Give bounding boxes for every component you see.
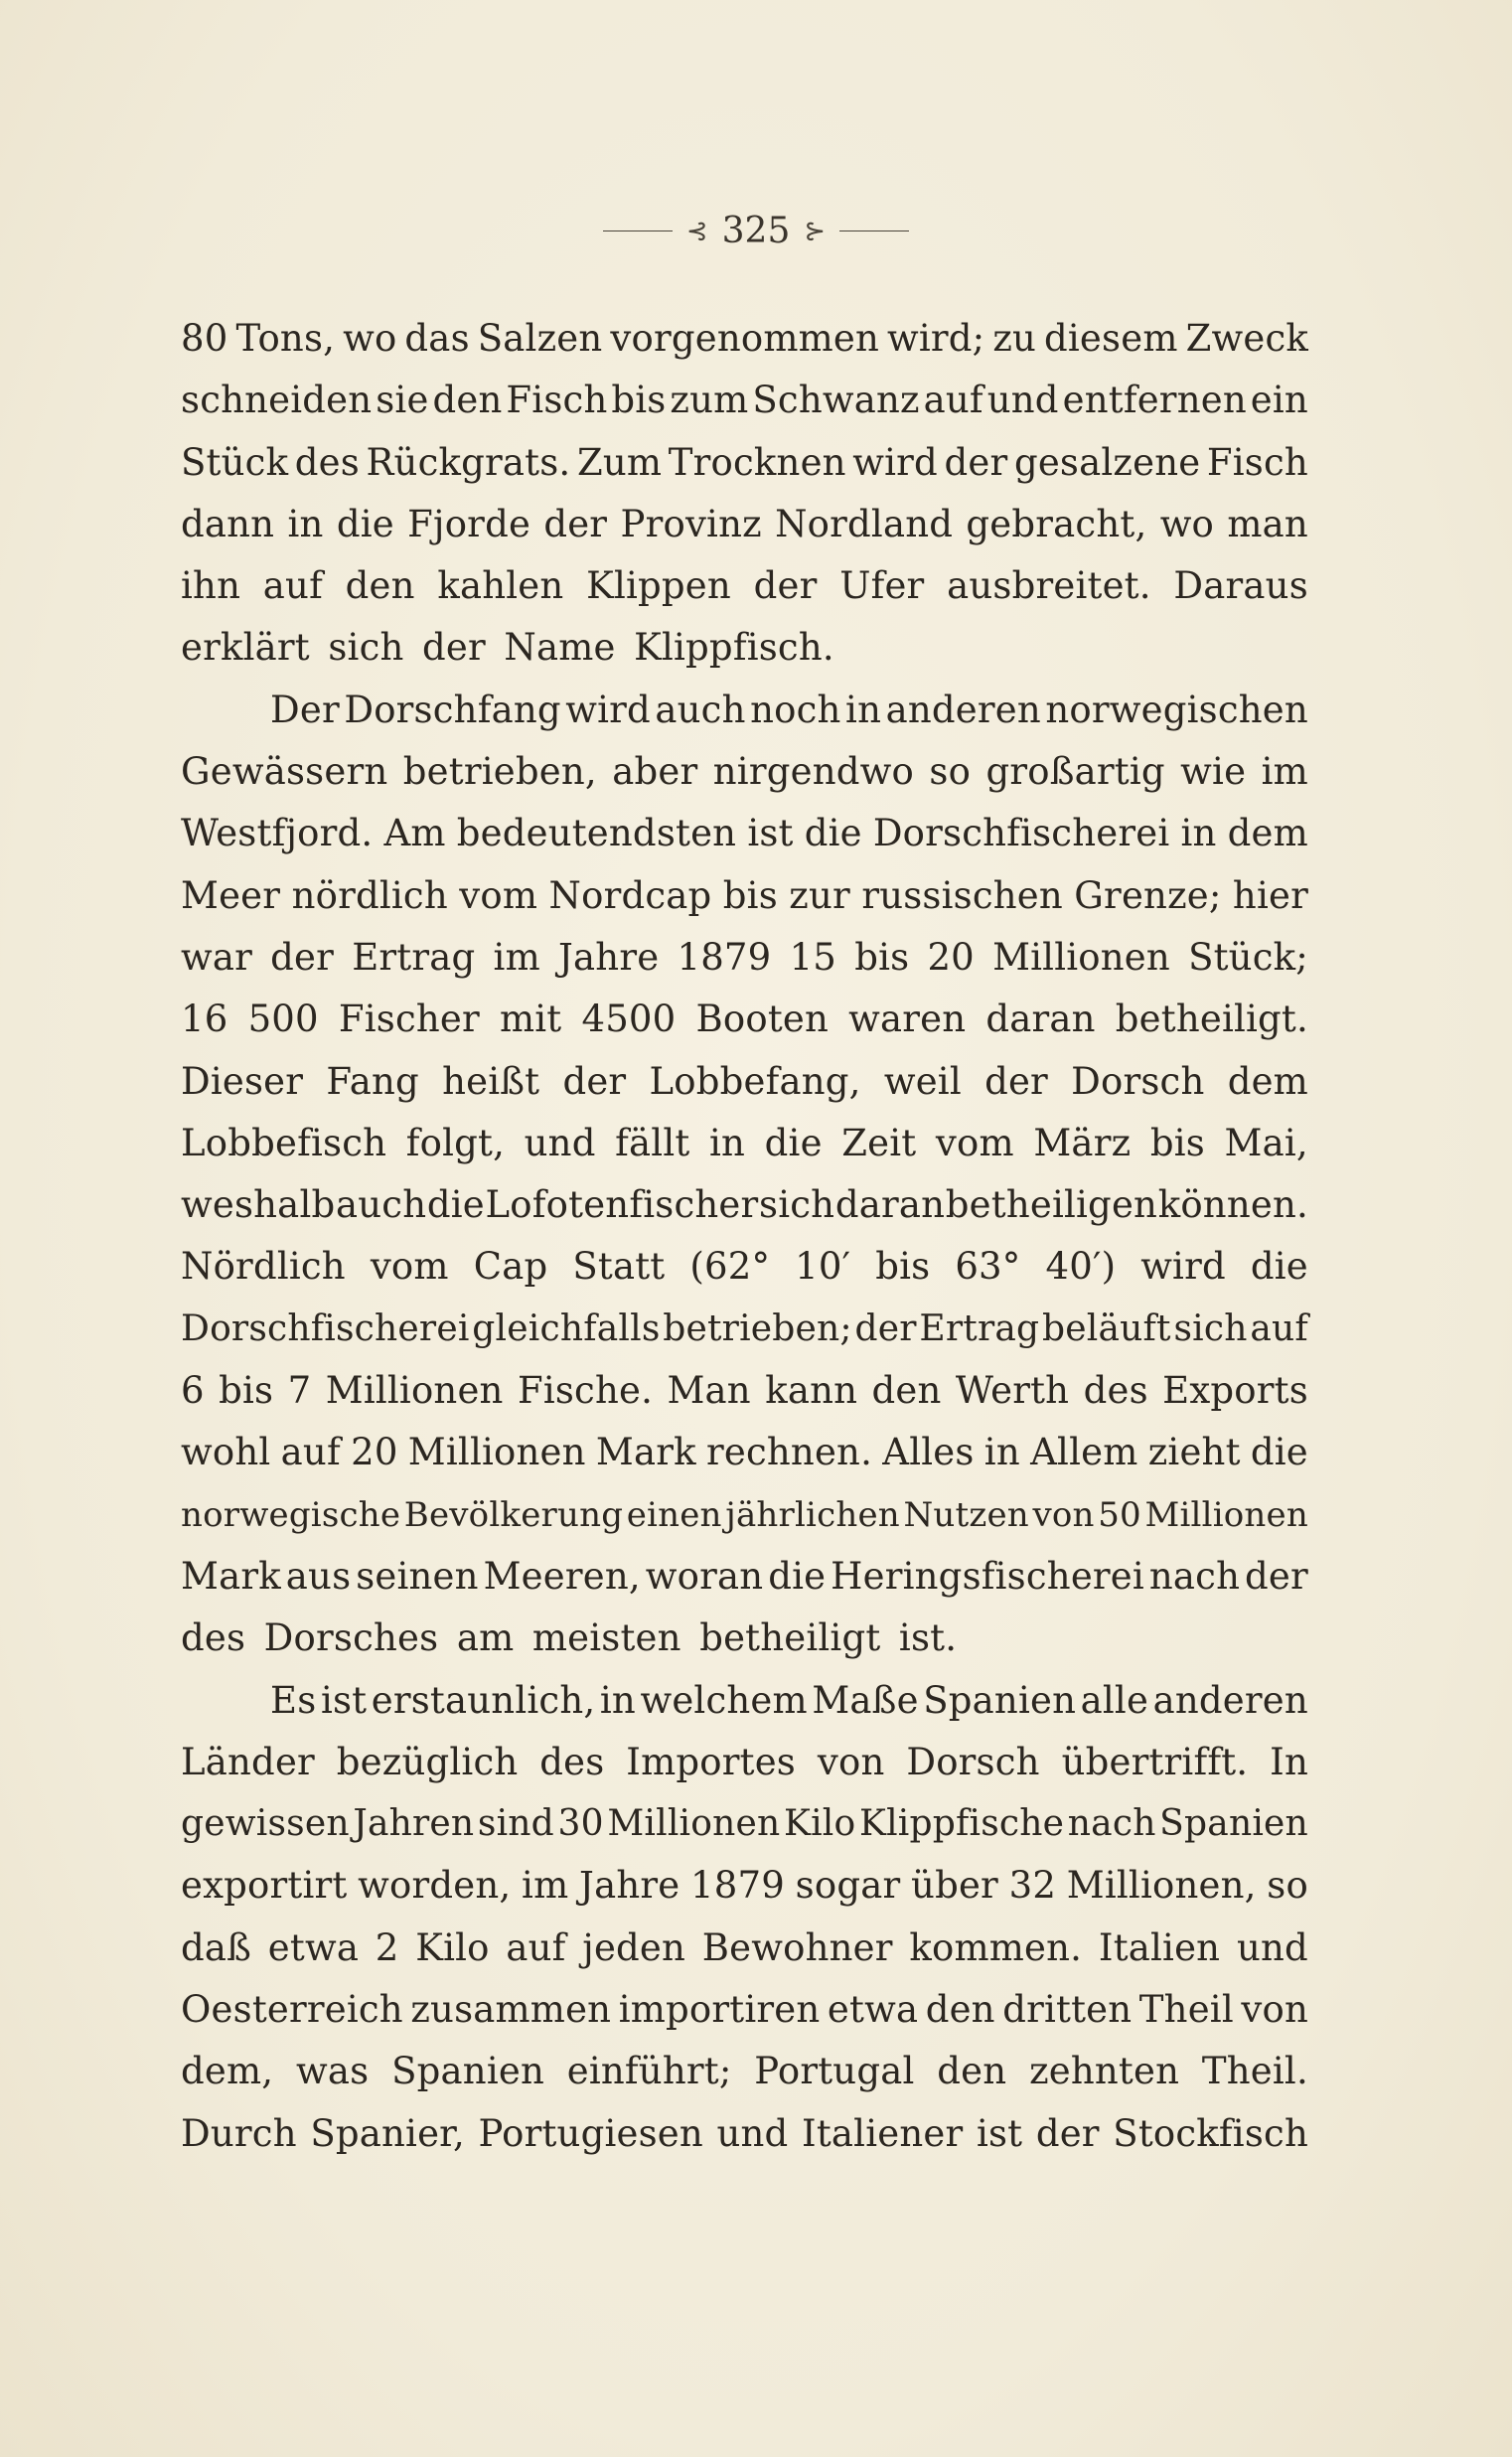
text-line: Nördlich vom Cap Statt (62° 10′ bis 63° 40′) wird die [181,1245,1308,1289]
text-line: exportirt worden, im Jahre 1879 sogar über 32 Millionen, so [181,1864,1308,1908]
text-line: 6 bis 7 Millionen Fische. Man kann den Werth des Exports [181,1369,1308,1413]
text-line: Durch Spanier, Portugiesen und Italiener ist der Stockfisch [181,2111,1308,2155]
text-line: Oesterreich zusammen importiren etwa den dritten Theil von [181,1988,1308,2032]
text-line: Es ist erstaunlich, in welchem Maße Spanien alle anderen [270,1678,1308,1722]
text-line: weshalb auch die Lofotenfischer sich daran betheiligen können. [181,1183,1308,1227]
page-header [0,211,1512,251]
text-line: wohl auf 20 Millionen Mark rechnen. Alles in Allem zieht die [181,1431,1308,1474]
text-line: dann in die Fjorde der Provinz Nordland gebracht, wo man [181,502,1308,545]
text-line: Gewässern betrieben, aber nirgendwo so großartig wie im [181,750,1308,794]
text-line: norwegische Bevölkerung einen jährlichen Nutzen von 50 Millionen [181,1494,1308,1535]
text-line: Mark aus seinen Meeren, woran die Heringsfischerei nach der [181,1554,1308,1598]
header-ornament-right: ⊱ [804,216,827,246]
text-line: Stück des Rückgrats. Zum Trocknen wird der gesalzene Fisch [181,440,1308,484]
text-line: Lobbefisch folgt, und fällt in die Zeit vom März bis Mai, [181,1121,1308,1164]
text-line: Länder bezüglich des Importes von Dorsch übertrifft. In [181,1740,1308,1783]
text-line: ihn auf den kahlen Klippen der Ufer ausbreitet. Daraus [181,564,1308,608]
text-line: Meer nördlich vom Nordcap bis zur russischen Grenze; hier [181,873,1308,917]
text-line: erklärt sich der Name Klippfisch. [181,626,834,670]
text-line: dem, was Spanien einführt; Portugal den zehnten Theil. [181,2050,1308,2093]
text-line: Der Dorschfang wird auch noch in anderen norwegischen [270,688,1308,731]
header-rule-left [603,230,673,231]
page-number: 325 [721,211,791,251]
header-ornament-left: ⊰ [685,216,708,246]
text-line: gewissen Jahren sind 30 Millionen Kilo Klippfische nach Spanien [181,1803,1308,1845]
text-line: daß etwa 2 Kilo auf jeden Bewohner kommen. Italien und [181,1925,1308,1969]
text-line: Dorschfischerei gleichfalls betrieben; der Ertrag beläuft sich auf [181,1307,1308,1349]
text-line: des Dorsches am meisten betheiligt ist. [181,1616,958,1660]
body-text [181,308,1308,2165]
text-line: schneiden sie den Fisch bis zum Schwanz auf und entfernen ein [181,379,1308,422]
text-line: Westfjord. Am bedeutendsten ist die Dorschfischerei in dem [181,812,1308,855]
text-line: war der Ertrag im Jahre 1879 15 bis 20 Millionen Stück; [181,935,1308,979]
text-line: 80 Tons, wo das Salzen vorgenommen wird; zu diesem Zweck [181,317,1308,360]
text-line: Dieser Fang heißt der Lobbefang, weil der Dorsch dem [181,1059,1308,1103]
header-rule-right [839,230,909,231]
text-line: 16 500 Fischer mit 4500 Booten waren daran betheiligt. [181,998,1308,1041]
